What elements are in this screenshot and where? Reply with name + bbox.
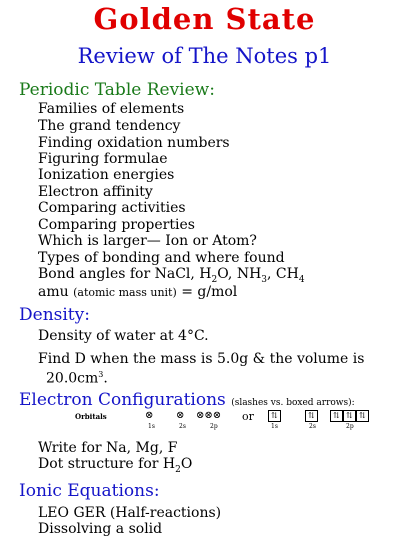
list-item: Types of bonding and where found xyxy=(38,250,285,266)
orbital-1s-icon: ⊗ xyxy=(145,410,154,421)
list-item: Finding oxidation numbers xyxy=(38,135,230,151)
list-item: Ionization energies xyxy=(38,167,175,183)
orbital-2s-icon: ⊗ xyxy=(176,410,185,421)
box-arrow-2p-icon: ⇅ xyxy=(343,410,356,422)
orbital-label: 1s xyxy=(271,423,278,430)
box-arrow-2s-icon: ⇅ xyxy=(305,410,318,422)
list-item: Electron affinity xyxy=(38,184,153,200)
box-arrow-2p-icon: ⇅ xyxy=(356,410,369,422)
section-heading-electron: Electron Configurations (slashes vs. boxed arrows): xyxy=(19,390,355,410)
electron-line: Write for Na, Mg, F xyxy=(38,440,178,456)
orbital-2p-icon: ⊗⊗⊗ xyxy=(196,410,222,421)
section-heading-ionic: Ionic Equations: xyxy=(19,481,160,501)
orbital-label: 2p xyxy=(210,423,218,430)
list-item: Families of elements xyxy=(38,101,185,117)
section-heading-density: Density: xyxy=(19,305,90,325)
orbital-label: 2p xyxy=(346,423,354,430)
orbitals-label: Orbitals xyxy=(75,412,107,421)
orbital-label: 2s xyxy=(309,423,316,430)
page-subtitle: Review of The Notes p1 xyxy=(77,44,332,68)
list-item: Figuring formulae xyxy=(38,151,168,167)
amu-item: amu (atomic mass unit) = g/mol xyxy=(38,284,238,300)
bond-angles-item: Bond angles for NaCl, $H_2O$, $NH_3$, $CH_4$ xyxy=(38,266,305,285)
list-item: Comparing activities xyxy=(38,200,186,216)
page-title: Golden State xyxy=(93,2,316,36)
box-arrow-2p-icon: ⇅ xyxy=(330,410,343,422)
section-heading-periodic: Periodic Table Review: xyxy=(19,80,215,100)
density-line: $20.0cm^3$. xyxy=(46,370,108,387)
orbital-label: 2s xyxy=(179,423,186,430)
electron-line: Dot structure for $H_2O$ xyxy=(38,456,193,475)
ionic-line: Dissolving a solid xyxy=(38,521,163,537)
density-line: Density of water at 4°C. xyxy=(38,328,209,344)
or-label: or xyxy=(242,410,254,423)
box-arrow-1s-icon: ⇅ xyxy=(268,410,281,422)
list-item: Which is larger— Ion or Atom? xyxy=(38,233,257,249)
list-item: The grand tendency xyxy=(38,118,181,134)
orbital-label: 1s xyxy=(148,423,155,430)
density-line: Find D when the mass is 5.0g & the volume is xyxy=(38,351,365,367)
ionic-line: LEO GER (Half-reactions) xyxy=(38,505,222,521)
orbital-diagram xyxy=(0,410,409,432)
list-item: Comparing properties xyxy=(38,217,195,233)
